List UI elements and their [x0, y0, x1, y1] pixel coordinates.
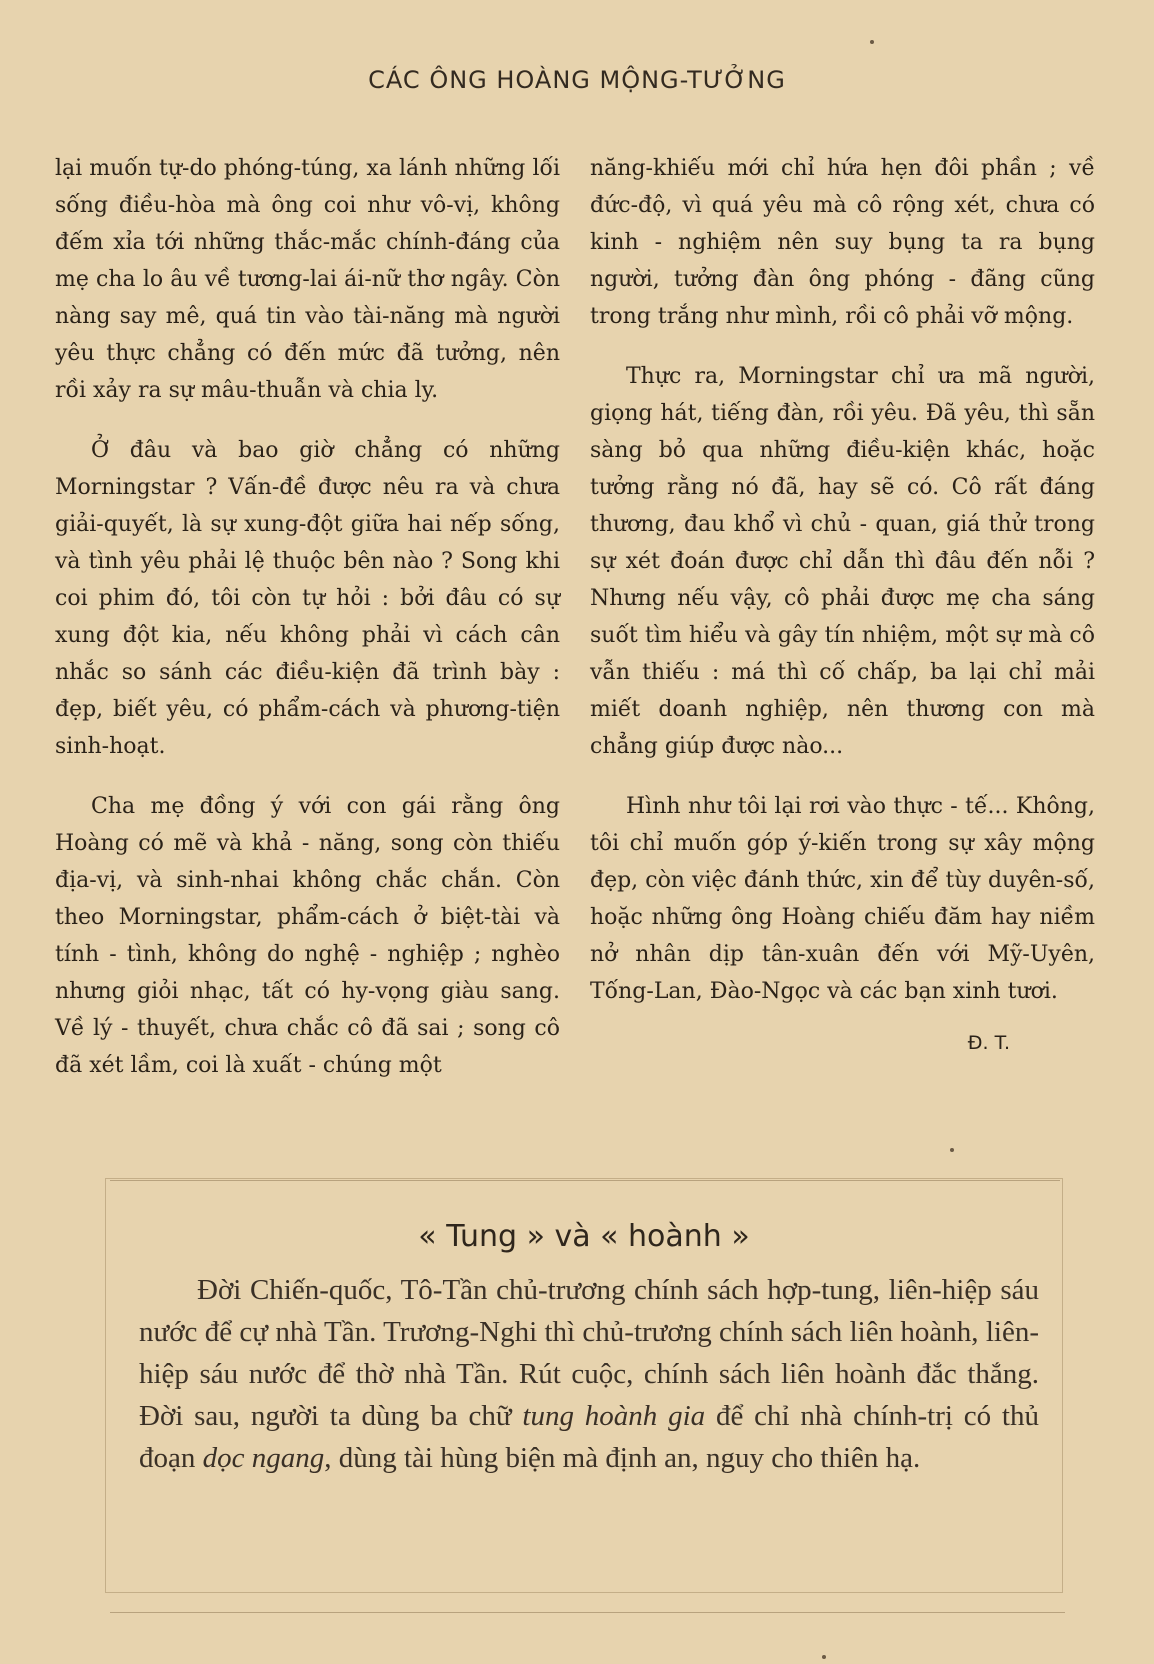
right-column — [590, 150, 1095, 1062]
box-italic-2: dọc ngang — [202, 1442, 325, 1474]
left-paragraph-2: Ở đâu và bao giờ chẳng có những Morningstar ? Vấn-đề được nêu ra và chưa giải-quyết, là sự xung-đột giữa hai nếp sống, và tình yêu phải lệ thuộc bên nào ? Song khi coi phim đó, tôi còn tự hỏi : bởi đâu có sự xung đột kia, nếu không phải vì cách cân nhắc so sánh các điều-kiện đã trình bày : đẹp, biết yêu, có phẩm-cách và phương-tiện sinh-hoạt. — [55, 438, 560, 759]
sidebar-box — [105, 1178, 1063, 1593]
author-signature: Đ. T. — [967, 1032, 1010, 1054]
box-text-3: , dùng tài hùng biện mà định an, nguy cho thiên hạ. — [324, 1442, 921, 1474]
right-paragraph-2: Thực ra, Morningstar chỉ ưa mã người, giọng hát, tiếng đàn, rồi yêu. Đã yêu, thì sẵn sàng bỏ qua những điều-kiện khác, hoặc tưởng rằng nó đã, hay sẽ có. Cô rất đáng thương, đau khổ vì chủ - quan, giá thử trong sự xét đoán được chỉ dẫn thì đâu đến nỗi ? Nhưng nếu vậy, cô phải được mẹ cha sáng suốt tìm hiểu và gây tín nhiệm, một sự mà cô vẫn thiếu : má thì cố chấp, ba lại chỉ mải miết doanh nghiệp, nên thương con mà chẳng giúp được nào... — [590, 364, 1095, 759]
bottom-rule — [110, 1612, 1065, 1613]
right-paragraph-1: năng-khiếu mới chỉ hứa hẹn đôi phần ; về đức-độ, vì quá yêu mà cô rộng xét, chưa có kinh - nghiệm nên suy bụng ta ra bụng người, tưởng đàn ông phóng - đãng cũng trong trắng như mình, rồi cô phải vỡ mộng. — [590, 156, 1095, 329]
left-paragraph-3: Cha mẹ đồng ý với con gái rằng ông Hoàng có mẽ và khả - năng, song còn thiếu địa-vị, và sinh-nhai không chắc chắn. Còn theo Morningstar, phẩm-cách ở biệt-tài và tính - tình, không do nghệ - nghiệp ; nghèo nhưng giỏi nhạc, tất có hy-vọng giàu sang. Về lý - thuyết, chưa chắc cô đã sai ; song cô đã xét lầm, coi là xuất - chúng một — [55, 794, 560, 1078]
left-paragraph-1: lại muốn tự-do phóng-túng, xa lánh những lối sống điều-hòa mà ông coi như vô-vị, không đếm xỉa tới những thắc-mắc chính-đáng của mẹ cha lo âu về tương-lai ái-nữ thơ ngây. Còn nàng say mê, quá tin vào tài-năng mà người yêu thực chẳng có đến mức đã tưởng, nên rồi xảy ra sự mâu-thuẫn và chia ly. — [55, 156, 560, 403]
box-text-2: để chỉ nhà chính-trị có thủ đoạn — [139, 1400, 1039, 1474]
box-title: « Tung » và « hoành » — [418, 1219, 750, 1254]
box-paragraph — [139, 1269, 1039, 1479]
box-text-1: Đời Chiến-quốc, Tô-Tần chủ-trương chính sách hợp-tung, liên-hiệp sáu nước để cự nhà Tần. Trương-Nghi thì chủ-trương chính sách liên hoành, liên-hiệp sáu nước để thờ nhà Tần. Rút cuộc, chính sách liên hoành đắc thắng. Đời sau, người ta dùng ba chữ — [139, 1274, 1039, 1432]
print-speck — [950, 1148, 954, 1152]
box-italic-1: tung hoành gia — [522, 1400, 706, 1432]
print-speck — [822, 1655, 826, 1659]
box-body — [139, 1269, 1039, 1479]
print-speck — [870, 40, 874, 44]
page-header-title: CÁC ÔNG HOÀNG MỘNG-TƯỞNG — [368, 66, 786, 94]
right-paragraph-3: Hình như tôi lại rơi vào thực - tế... Không, tôi chỉ muốn góp ý-kiến trong sự xây mộng đẹp, còn việc đánh thức, xin để tùy duyên-số, hoặc những ông Hoàng chiếu đăm hay niềm nở nhân dịp tân-xuân đến với Mỹ-Uyên, Tống-Lan, Đào-Ngọc và các bạn xinh tươi. — [590, 794, 1095, 1004]
left-column — [55, 150, 560, 1107]
